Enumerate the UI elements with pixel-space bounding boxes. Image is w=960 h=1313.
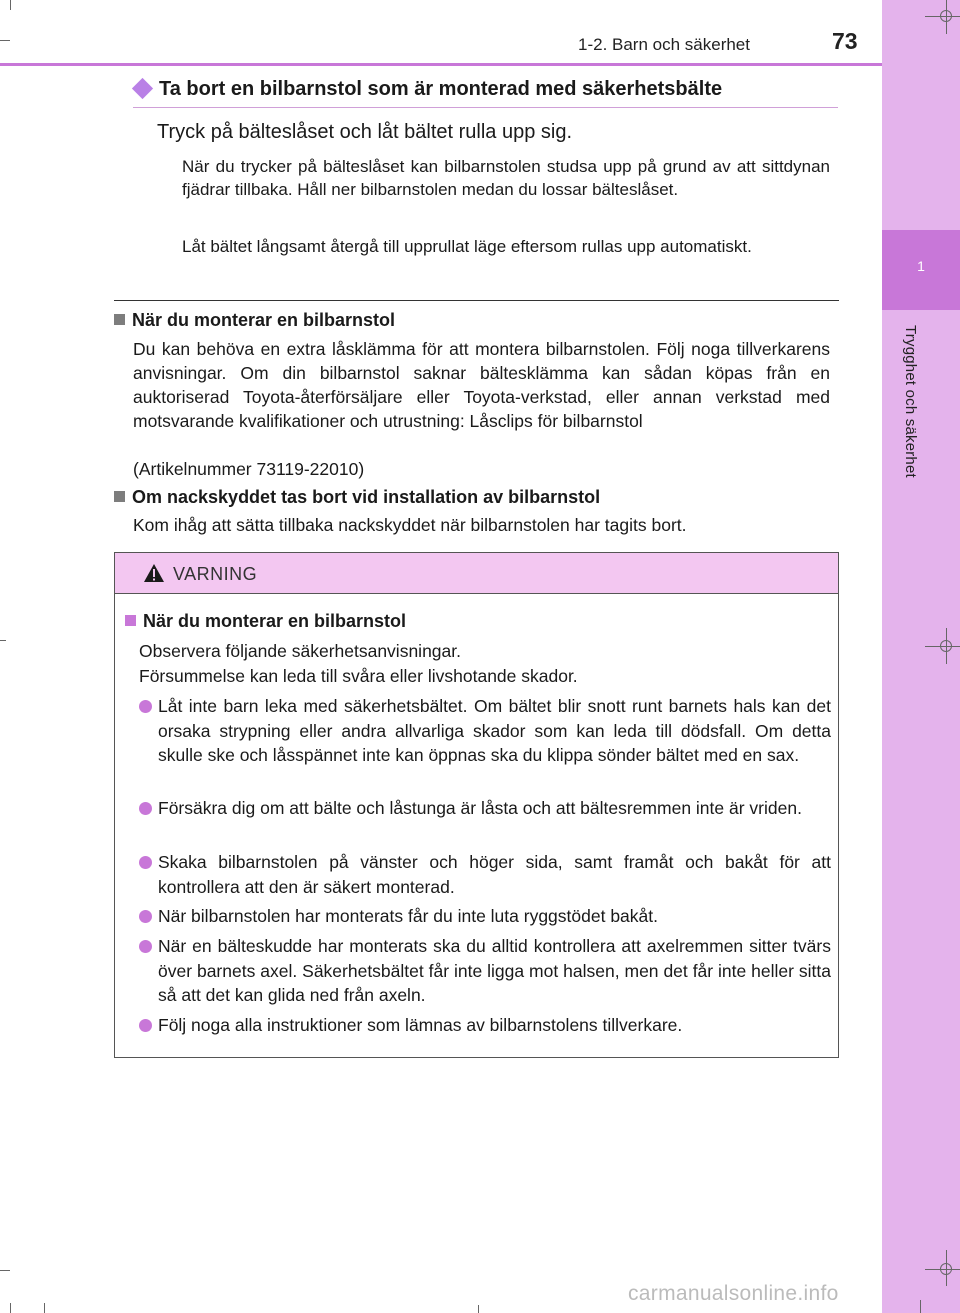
diamond-icon [132,78,153,99]
section-title: Ta bort en bilbarnstol som är monterad med säkerhetsbälte [159,78,723,100]
chapter-title: Trygghet och säkerhet [902,325,919,478]
section-divider [114,300,839,301]
warning-heading [125,611,406,632]
crop-mark [925,16,960,17]
info-heading [114,487,600,508]
bullet-dot-icon [139,910,152,923]
warning-bullet-text: När en bälteskudde har monterats ska du alltid kontrollera att axelremmen sitter tvärs över barnets axel. Säkerhetsbältet får inte ligga mot halsen, men det får inte heller sitta så att det kan glida ned från axeln. [158,936,831,1005]
warning-box [114,552,839,1058]
section-heading [133,75,838,108]
warning-bullet-text: Skaka bilbarnstolen på vänster och höger sida, samt framåt och bakåt för att kontrollera att den är säkert monterad. [158,852,831,897]
warning-bullet-text: Följ noga alla instruktioner som lämnas av bilbarnstolens tillverkare. [158,1015,683,1035]
crop-mark [10,0,11,10]
crop-mark [10,1303,11,1313]
square-bullet-icon [114,314,125,325]
info-heading-text: När du monterar en bilbarnstol [132,310,396,330]
crop-mark [946,0,947,34]
header-rule [0,63,882,66]
header-section-title: 1-2. Barn och säkerhet [578,35,750,54]
crop-mark [920,1300,921,1313]
crop-mark [0,640,6,641]
crop-mark [0,1270,10,1271]
warning-bullet [139,934,831,1008]
bullet-dot-icon [139,856,152,869]
warning-bullet-text: När bilbarnstolen har monterats får du inte luta ryggstödet bakåt. [158,906,658,926]
warning-bullet [139,1013,831,1038]
bullet-dot-icon [139,1019,152,1032]
page-number: 73 [832,28,858,54]
warning-bullet-text: Försäkra dig om att bälte och låstunga är låsta och att bältesremmen inte är vriden. [158,798,802,818]
crop-mark [946,628,947,664]
crop-mark [946,1250,947,1286]
watermark-text: carmanualsonline.info [628,1282,839,1305]
warning-bullet [139,796,831,821]
warning-bullet [139,904,831,929]
warning-bullet [139,850,831,899]
crop-mark [925,1269,960,1270]
bullet-dot-icon [139,802,152,815]
info-heading-text: Om nackskyddet tas bort vid installation av bilbarnstol [132,487,601,507]
step-instruction: Tryck på bälteslåset och låt bältet rulla upp sig. [157,121,573,143]
info-body: Du kan behöva en extra låsklämma för att montera bilbarnstolen. Följ noga tillverkarens anvisningar. Om din bilbarnstol saknar bältesklämma kan sådan köpas från en auktoriserad Toyota-återförsäljare eller Toyota-verkstad, eller annan verkstad med motsvarande kvalifikationer och utrustning: Låsclips för bilbarnstol [133,339,830,431]
square-bullet-icon [114,491,125,502]
warning-intro-line: Observera följande säkerhetsanvisningar. [139,641,461,661]
square-bullet-icon [125,615,136,626]
crop-mark [0,40,10,41]
warning-intro [139,639,829,688]
info-body: Kom ihåg att sätta tillbaka nackskyddet när bilbarnstolen har tagits bort. [133,515,687,535]
crop-mark [925,646,960,647]
side-tab-strip [882,0,960,1313]
crop-mark [44,1303,45,1313]
warning-triangle-icon [143,563,165,583]
chapter-number: 1 [917,258,925,274]
warning-heading-text: När du monterar en bilbarnstol [143,611,407,631]
note-paragraph: Låt bältet långsamt återgå till upprullat läge eftersom rullas upp automatiskt. [182,237,752,256]
bullet-dot-icon [139,940,152,953]
warning-header [115,553,838,594]
info-part-number: (Artikelnummer 73119-22010) [133,459,365,479]
crop-mark [478,1305,479,1313]
warning-bullet [139,694,831,768]
info-heading [114,310,395,331]
warning-bullet-text: Låt inte barn leka med säkerhetsbältet. Om bältet blir snott runt barnets hals kan det orsaka strypning eller andra allvarliga skador som kan leda till dödsfall. Om detta skulle ske och låsspännet inte kan öppnas ska du klippa sönder bältet med en sax. [158,696,831,765]
note-paragraph: När du trycker på bälteslåset kan bilbarnstolen studsa upp på grund av att sittdynan fjädrar tillbaka. Håll ner bilbarnstolen medan du lossar bälteslåset. [182,157,830,199]
bullet-dot-icon [139,700,152,713]
warning-label: VARNING [173,564,258,584]
warning-intro-line: Försummelse kan leda till svåra eller livshotande skador. [139,665,578,686]
